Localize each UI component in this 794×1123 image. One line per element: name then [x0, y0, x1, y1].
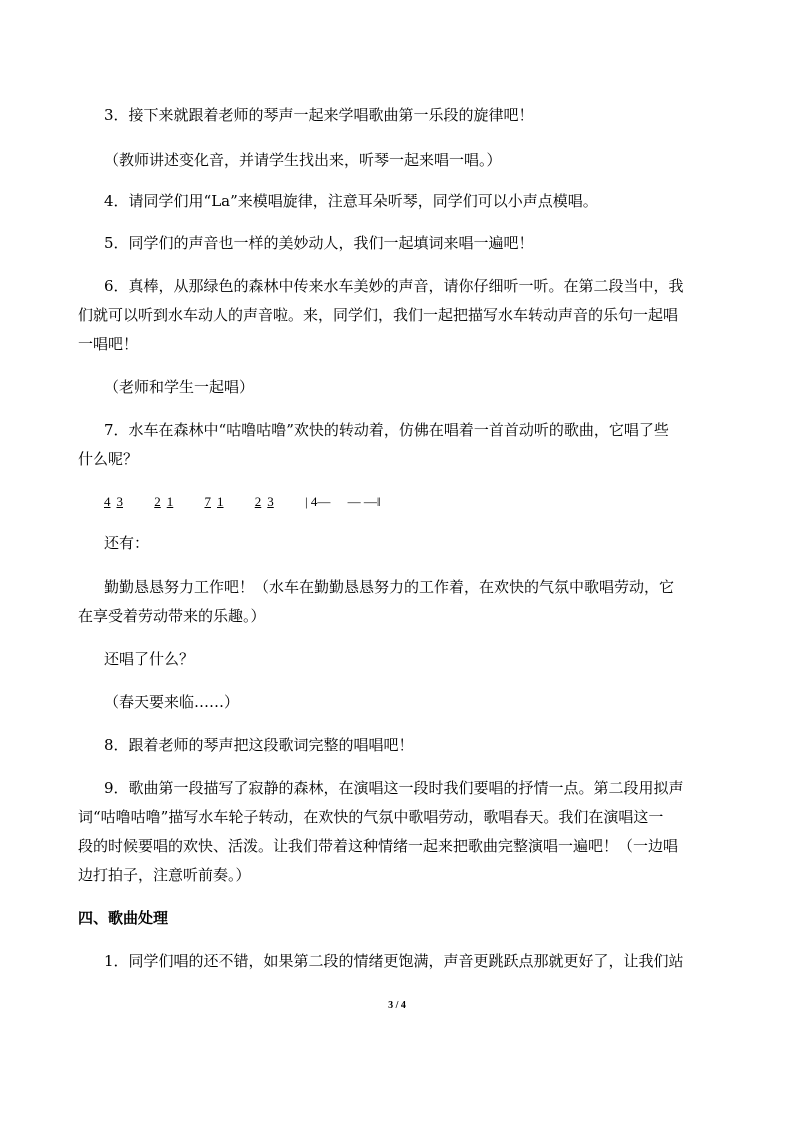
- paragraph-sing-together: （老师和学生一起唱）: [104, 378, 255, 396]
- paragraph-step-5: 5．同学们的声音也一样的美妙动人，我们一起填词来唱一遍吧！: [104, 234, 534, 252]
- paragraph-teacher-note: （教师讲述变化音，并请学生找出来，听琴一起来唱一唱。）: [104, 151, 502, 169]
- bar-note: — —‖: [347, 494, 381, 509]
- paragraph-also: 还有：: [104, 534, 150, 552]
- paragraph-work-hard: 勤勤恳恳努力工作吧！（水车在勤勤恳恳努力的工作着，在欢快的气氛中歌唱劳动，它 在享受着劳动带来的乐趣。）: [78, 578, 675, 625]
- paragraph-step-6: 6．真棒，从那绿色的森林中传来水车美妙的声音，请你仔细听一听。在第二段当中，我 们就可以听到水车动人的声音啦。来，同学们，我们一起把描写水车转动声音的乐句一起唱 一唱吧！: [78, 277, 684, 353]
- page-number: 3 / 4: [388, 1000, 406, 1011]
- note: 3: [116, 494, 123, 509]
- paragraph-spring: （春天要来临……）: [104, 693, 240, 711]
- note: 3: [267, 494, 274, 509]
- paragraph-step-3: 3．接下来就跟着老师的琴声一起来学唱歌曲第一乐段的旋律吧！: [104, 106, 534, 124]
- paragraph-what-else: 还唱了什么？: [104, 650, 195, 668]
- music-notation: [104, 487, 395, 516]
- paragraph-step-8: 8．跟着老师的琴声把这段歌词完整的唱唱吧！: [104, 736, 414, 754]
- bar-note: | 4—: [305, 494, 331, 509]
- note-group: [255, 487, 280, 516]
- section-heading: 四、歌曲处理: [78, 909, 169, 927]
- note: 1: [166, 494, 174, 509]
- paragraph-processing-1: 1．同学们唱的还不错，如果第二段的情绪更饱满，声音更跳跃点那就更好了，让我们站: [104, 952, 684, 970]
- note-group: [205, 487, 230, 516]
- note-group: [154, 487, 179, 516]
- note: 7: [204, 494, 211, 509]
- note: 2: [154, 494, 161, 509]
- note: 2: [254, 494, 262, 509]
- paragraph-step-7: 7．水车在森林中“咕噜咕噜”欢快的转动着，仿佛在唱着一首首动听的歌曲，它唱了些 什么呢？: [78, 421, 669, 468]
- note: 4: [104, 494, 111, 509]
- note-group: [104, 487, 129, 516]
- note: 1: [217, 494, 224, 509]
- paragraph-step-9: 9．歌曲第一段描写了寂静的森林，在演唱这一段时我们要唱的抒情一点。第二段用拟声 词“咕噜咕噜”描写水车轮子转动，在欢快的气氛中歌唱劳动，歌唱春天。我们在演唱这一 段的时候要唱的欢快、活泼。让我们带着这种情绪一起来把歌曲完整演唱一遍吧！（一边唱 边打拍子，注意听前奏。）: [78, 779, 684, 884]
- paragraph-step-4: 4．请同学们用“La”来模唱旋律，注意耳朵听琴，同学们可以小声点模唱。: [104, 192, 598, 210]
